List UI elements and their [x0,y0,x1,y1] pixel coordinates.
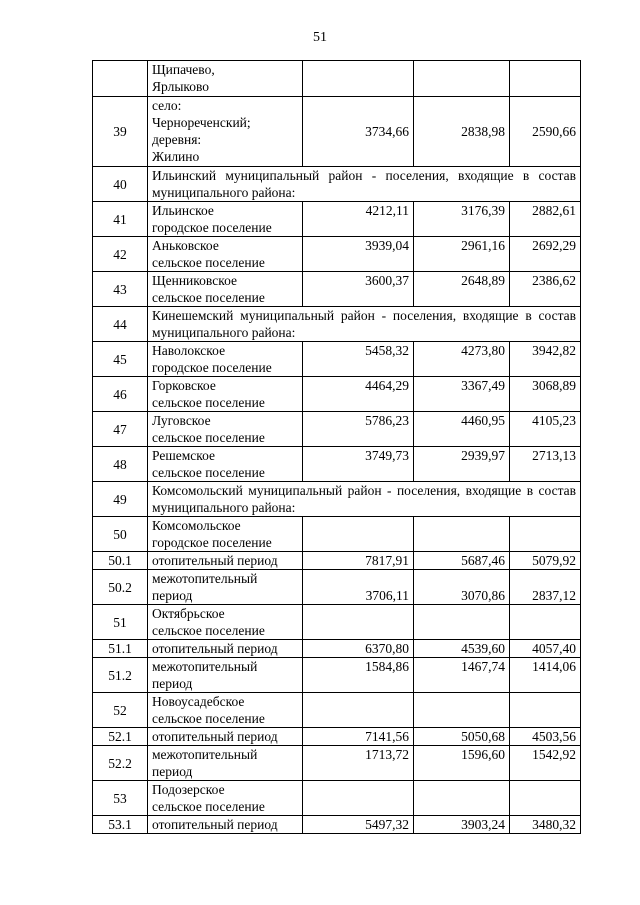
value-cell-3 [510,61,581,97]
table-row [93,167,581,202]
table-row [93,781,581,816]
value-cell-2: 3367,49 [414,377,510,412]
value-cell-2 [414,781,510,816]
table-row [93,746,581,781]
table-row [93,202,581,237]
value-cell-3 [510,605,581,640]
value-cell-2 [414,517,510,552]
value-cell-3: 2837,12 [510,570,581,605]
table-row [93,693,581,728]
value-cell-2: 2648,89 [414,272,510,307]
row-number: 52.1 [93,728,148,746]
value-cell-3: 4057,40 [510,640,581,658]
row-number: 51.1 [93,640,148,658]
table-row [93,237,581,272]
value-cell-3 [510,781,581,816]
value-cell-2 [414,61,510,97]
row-number: 44 [93,307,148,342]
table-row [93,412,581,447]
row-number: 51 [93,605,148,640]
value-cell-3: 2692,29 [510,237,581,272]
row-number: 43 [93,272,148,307]
value-cell-1: 4212,11 [303,202,414,237]
settlement-name: Аньковское сельское поселение [148,237,303,272]
value-cell-2 [414,605,510,640]
value-cell-1: 5458,32 [303,342,414,377]
table-row [93,728,581,746]
value-cell-3: 2386,62 [510,272,581,307]
row-number: 53.1 [93,816,148,834]
settlement-name: межотопительный период [148,746,303,781]
value-cell-3: 1542,92 [510,746,581,781]
district-heading: Комсомольский муниципальный район - поселения, входящие в состав муниципального района: [148,482,581,517]
value-cell-1 [303,61,414,97]
row-number: 50.1 [93,552,148,570]
value-cell-2: 2939,97 [414,447,510,482]
settlement-name: отопительный период [148,552,303,570]
row-number: 46 [93,377,148,412]
row-number: 48 [93,447,148,482]
value-cell-3: 4105,23 [510,412,581,447]
table-row [93,342,581,377]
table-row [93,658,581,693]
row-number: 42 [93,237,148,272]
district-heading: Ильинский муниципальный район - поселения, входящие в состав муниципального района: [148,167,581,202]
settlement-name: Горковское сельское поселение [148,377,303,412]
row-number: 41 [93,202,148,237]
table-row [93,640,581,658]
settlement-name: Щипачево, Ярлыково [148,61,303,97]
value-cell-2: 2838,98 [414,97,510,167]
row-number: 53 [93,781,148,816]
table-row [93,482,581,517]
settlement-name: Луговское сельское поселение [148,412,303,447]
value-cell-1: 3600,37 [303,272,414,307]
value-cell-1: 3734,66 [303,97,414,167]
settlement-name: Подозерское сельское поселение [148,781,303,816]
value-cell-2: 2961,16 [414,237,510,272]
value-cell-1: 7817,91 [303,552,414,570]
settlement-name: Щенниковское сельское поселение [148,272,303,307]
value-cell-3: 3942,82 [510,342,581,377]
value-cell-2: 3176,39 [414,202,510,237]
value-cell-1: 5786,23 [303,412,414,447]
value-cell-3: 2713,13 [510,447,581,482]
row-number: 47 [93,412,148,447]
value-cell-2: 4460,95 [414,412,510,447]
value-cell-2: 5050,68 [414,728,510,746]
value-cell-1: 1713,72 [303,746,414,781]
table-row [93,605,581,640]
row-number [93,61,148,97]
value-cell-1 [303,693,414,728]
value-cell-2 [414,693,510,728]
row-number: 52 [93,693,148,728]
value-cell-2: 4539,60 [414,640,510,658]
settlement-name: село: Чернореченский; деревня: Жилино [148,97,303,167]
value-cell-3: 3068,89 [510,377,581,412]
row-number: 50.2 [93,570,148,605]
settlement-name: отопительный период [148,640,303,658]
settlement-name: отопительный период [148,728,303,746]
row-number: 45 [93,342,148,377]
row-number: 39 [93,97,148,167]
row-number: 49 [93,482,148,517]
table-row [93,570,581,605]
settlement-name: Октябрьское сельское поселение [148,605,303,640]
value-cell-1 [303,517,414,552]
value-cell-2: 4273,80 [414,342,510,377]
value-cell-2: 1596,60 [414,746,510,781]
value-cell-1: 3749,73 [303,447,414,482]
settlement-name: Решемское сельское поселение [148,447,303,482]
value-cell-3 [510,693,581,728]
value-cell-1 [303,781,414,816]
table-row [93,61,581,97]
value-cell-1: 7141,56 [303,728,414,746]
value-cell-3: 3480,32 [510,816,581,834]
table-row [93,97,581,167]
value-cell-2: 3903,24 [414,816,510,834]
settlement-name: межотопительный период [148,658,303,693]
value-cell-3: 1414,06 [510,658,581,693]
table-row [93,272,581,307]
row-number: 50 [93,517,148,552]
value-cell-2: 5687,46 [414,552,510,570]
value-cell-2: 3070,86 [414,570,510,605]
settlement-name: отопительный период [148,816,303,834]
settlement-name: Наволокское городское поселение [148,342,303,377]
table-row [93,816,581,834]
row-number: 52.2 [93,746,148,781]
settlement-name: межотопительный период [148,570,303,605]
row-number: 51.2 [93,658,148,693]
row-number: 40 [93,167,148,202]
value-cell-1: 4464,29 [303,377,414,412]
table-row [93,447,581,482]
value-cell-3: 2882,61 [510,202,581,237]
value-cell-1: 3706,11 [303,570,414,605]
value-cell-3: 5079,92 [510,552,581,570]
table-row [93,377,581,412]
value-cell-1: 6370,80 [303,640,414,658]
value-cell-3 [510,517,581,552]
table-row [93,307,581,342]
tariff-table [92,60,581,834]
page-number: 51 [313,30,327,45]
value-cell-1: 5497,32 [303,816,414,834]
value-cell-3: 2590,66 [510,97,581,167]
settlement-name: Комсомольское городское поселение [148,517,303,552]
table-row [93,552,581,570]
table-row [93,517,581,552]
value-cell-2: 1467,74 [414,658,510,693]
value-cell-1: 1584,86 [303,658,414,693]
value-cell-1 [303,605,414,640]
value-cell-1: 3939,04 [303,237,414,272]
value-cell-3: 4503,56 [510,728,581,746]
settlement-name: Ильинское городское поселение [148,202,303,237]
district-heading: Кинешемский муниципальный район - поселения, входящие в состав муниципального района: [148,307,581,342]
settlement-name: Новоусадебское сельское поселение [148,693,303,728]
